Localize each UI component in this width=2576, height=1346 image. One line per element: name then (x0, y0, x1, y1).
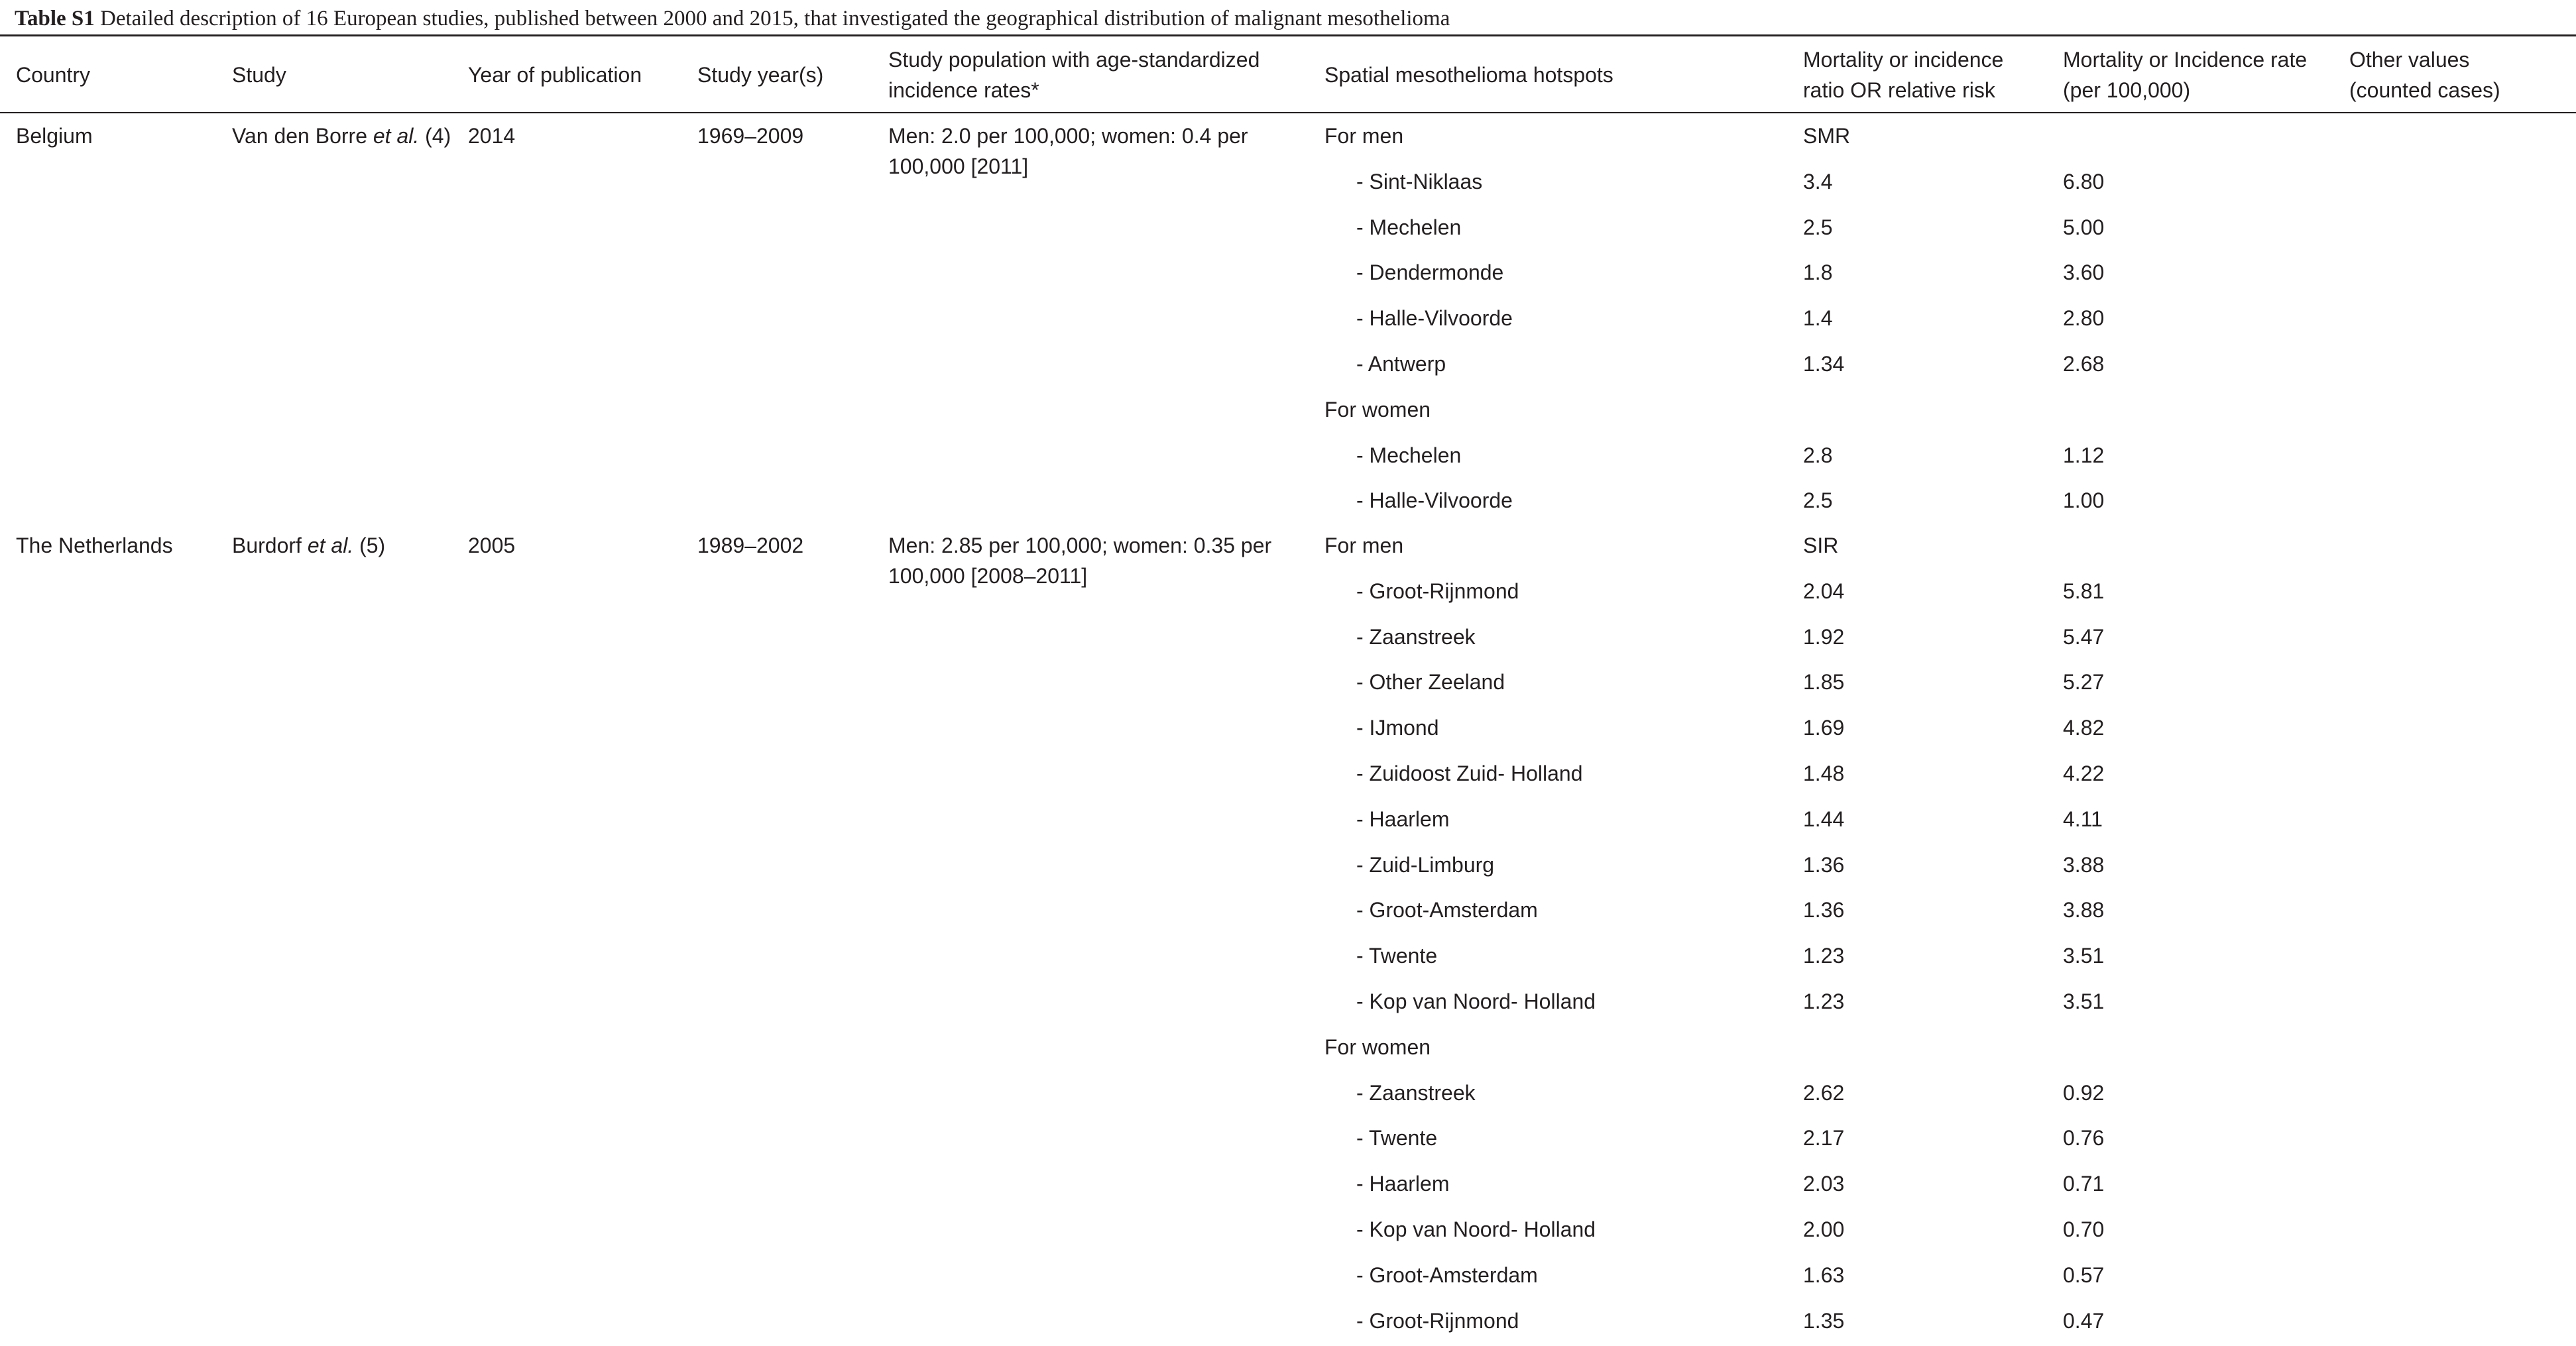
cell-hotspot-region: - Other Zeeland (1356, 670, 1505, 695)
cell-ratio: 2.17 (1803, 1126, 1845, 1150)
header-rate-line-2: (per 100,000) (2063, 78, 2191, 102)
header-ratio (1803, 44, 2003, 105)
cell-hotspot-region: - Groot-Rijnmond (1356, 1308, 1519, 1333)
cell-hotspot-region: - Zuidoost Zuid- Holland (1356, 761, 1583, 785)
cell-ratio: 2.5 (1803, 215, 1833, 239)
cell-study-population-line-2: 100,000 [2008–2011] (888, 564, 1088, 588)
cell-hotspot-region: - Halle-Vilvoorde (1356, 488, 1513, 513)
cell-hotspot-region: - Zuid-Limburg (1356, 852, 1495, 877)
cell-rate: 0.47 (2063, 1308, 2105, 1333)
study-et-al: et al. (373, 124, 420, 148)
cell-hotspot-region: - Groot-Amsterdam (1356, 1262, 1538, 1287)
header-rate (2063, 44, 2307, 105)
cell-year-of-publication: 2014 (468, 124, 516, 148)
header-ratio-line-2: ratio OR relative risk (1803, 78, 1995, 102)
cell-hotspot-region: - Zaanstreek (1356, 624, 1476, 649)
cell-rate: 5.27 (2063, 670, 2105, 695)
cell-rate: 0.76 (2063, 1126, 2105, 1150)
cell-hotspot-group: For women (1324, 397, 1431, 421)
cell-ratio: 1.36 (1803, 898, 1845, 923)
cell-ratio: SIR (1803, 533, 1839, 557)
cell-ratio: SMR (1803, 124, 1851, 148)
cell-ratio: 1.35 (1803, 1308, 1845, 1333)
cell-ratio: 1.34 (1803, 352, 1845, 376)
study-reference: (5) (359, 533, 386, 557)
cell-rate: 3.88 (2063, 898, 2105, 923)
cell-rate: 4.11 (2063, 807, 2103, 831)
cell-hotspot-region: - Groot-Amsterdam (1356, 898, 1538, 923)
header-spatial-hotspots: Spatial mesothelioma hotspots (1324, 63, 1613, 87)
study-author: Burdorf (232, 533, 302, 557)
cell-ratio: 2.5 (1803, 488, 1833, 513)
cell-hotspot-region: - Dendermonde (1356, 260, 1504, 285)
cell-rate: 3.88 (2063, 852, 2105, 877)
cell-study-years: 1969–2009 (697, 124, 804, 148)
cell-ratio: 1.44 (1803, 807, 1845, 831)
cell-study-years: 1989–2002 (697, 533, 804, 557)
cell-study-population-line-2: 100,000 [2011] (888, 154, 1029, 178)
cell-rate: 2.80 (2063, 306, 2105, 331)
cell-year-of-publication: 2005 (468, 533, 516, 557)
cell-rate: 3.60 (2063, 260, 2105, 285)
cell-hotspot-region: - Twente (1356, 944, 1438, 968)
cell-rate: 5.00 (2063, 215, 2105, 239)
table-caption (15, 4, 1450, 33)
cell-rate: 3.51 (2063, 989, 2105, 1013)
table-header-rule (0, 112, 2576, 113)
cell-hotspot-region: - Kop van Noord- Holland (1356, 1217, 1596, 1241)
header-other-values-line-1: Other values (2349, 48, 2470, 72)
cell-rate: 5.47 (2063, 624, 2105, 649)
cell-ratio: 2.03 (1803, 1172, 1845, 1196)
cell-ratio: 1.69 (1803, 716, 1845, 740)
cell-hotspot-group: For men (1324, 533, 1404, 557)
cell-ratio: 1.23 (1803, 989, 1845, 1013)
cell-hotspot-group: For men (1324, 124, 1404, 148)
header-study: Study (232, 63, 286, 87)
cell-ratio: 1.92 (1803, 624, 1845, 649)
header-country: Country (16, 63, 91, 87)
cell-hotspot-region: - Haarlem (1356, 1172, 1450, 1196)
cell-hotspot-region: - IJmond (1356, 716, 1439, 740)
cell-ratio: 1.8 (1803, 260, 1833, 285)
table-caption-text: Detailed description of 16 European studies, published between 2000 and 2015, that investigated the geographical distribution of malignant mesothelioma (100, 7, 1450, 30)
header-study-population-line-1: Study population with age-standardized (888, 48, 1260, 72)
cell-ratio: 2.00 (1803, 1217, 1845, 1241)
header-rate-line-1: Mortality or Incidence rate (2063, 48, 2308, 72)
cell-ratio: 1.36 (1803, 852, 1845, 877)
cell-rate: 4.22 (2063, 761, 2105, 785)
cell-hotspot-region: - Haarlem (1356, 807, 1450, 831)
cell-country: Belgium (16, 124, 93, 148)
cell-study-population (888, 121, 1248, 182)
cell-study-population (888, 530, 1271, 591)
header-year-of-publication: Year of publication (468, 63, 642, 87)
cell-rate: 6.80 (2063, 169, 2105, 194)
table-caption-label: Table S1 (15, 7, 95, 30)
cell-hotspot-region: - Twente (1356, 1126, 1438, 1150)
cell-hotspot-region: - Groot-Rijnmond (1356, 579, 1519, 603)
table-top-rule (0, 34, 2576, 36)
cell-ratio: 2.62 (1803, 1080, 1845, 1105)
cell-study-population-line-1: Men: 2.0 per 100,000; women: 0.4 per (888, 124, 1248, 148)
cell-rate: 0.71 (2063, 1172, 2105, 1196)
header-other-values (2349, 44, 2500, 105)
cell-study-population-line-1: Men: 2.85 per 100,000; women: 0.35 per (888, 533, 1272, 557)
cell-study (232, 530, 385, 561)
cell-ratio: 1.85 (1803, 670, 1845, 695)
cell-hotspot-region: - Antwerp (1356, 352, 1446, 376)
cell-ratio: 1.48 (1803, 761, 1845, 785)
cell-rate: 5.81 (2063, 579, 2105, 603)
cell-hotspot-region: - Halle-Vilvoorde (1356, 306, 1513, 331)
cell-ratio: 3.4 (1803, 169, 1833, 194)
cell-rate: 3.51 (2063, 944, 2105, 968)
cell-rate: 0.92 (2063, 1080, 2105, 1105)
cell-hotspot-region: - Kop van Noord- Holland (1356, 989, 1596, 1013)
cell-ratio: 2.04 (1803, 579, 1845, 603)
header-ratio-line-1: Mortality or incidence (1803, 48, 2004, 72)
cell-rate: 1.00 (2063, 488, 2105, 513)
cell-ratio: 1.23 (1803, 944, 1845, 968)
cell-rate: 0.57 (2063, 1262, 2105, 1287)
cell-rate: 2.68 (2063, 352, 2105, 376)
cell-hotspot-region: - Mechelen (1356, 215, 1462, 239)
cell-ratio: 1.63 (1803, 1262, 1845, 1287)
cell-hotspot-region: - Sint-Niklaas (1356, 169, 1483, 194)
header-study-population (888, 44, 1259, 105)
study-reference: (4) (425, 124, 451, 148)
header-study-population-line-2: incidence rates* (888, 78, 1039, 102)
cell-ratio: 2.8 (1803, 443, 1833, 467)
cell-rate: 4.82 (2063, 716, 2105, 740)
cell-hotspot-group: For women (1324, 1035, 1431, 1059)
cell-study (232, 121, 451, 151)
cell-ratio: 1.4 (1803, 306, 1833, 331)
study-et-al: et al. (307, 533, 354, 557)
cell-rate: 0.70 (2063, 1217, 2105, 1241)
cell-hotspot-region: - Mechelen (1356, 443, 1462, 467)
cell-rate: 1.12 (2063, 443, 2105, 467)
header-other-values-line-2: (counted cases) (2349, 78, 2500, 102)
cell-country: The Netherlands (16, 533, 173, 557)
cell-hotspot-region: - Zaanstreek (1356, 1080, 1476, 1105)
study-author: Van den Borre (232, 124, 367, 148)
header-study-years: Study year(s) (697, 63, 824, 87)
